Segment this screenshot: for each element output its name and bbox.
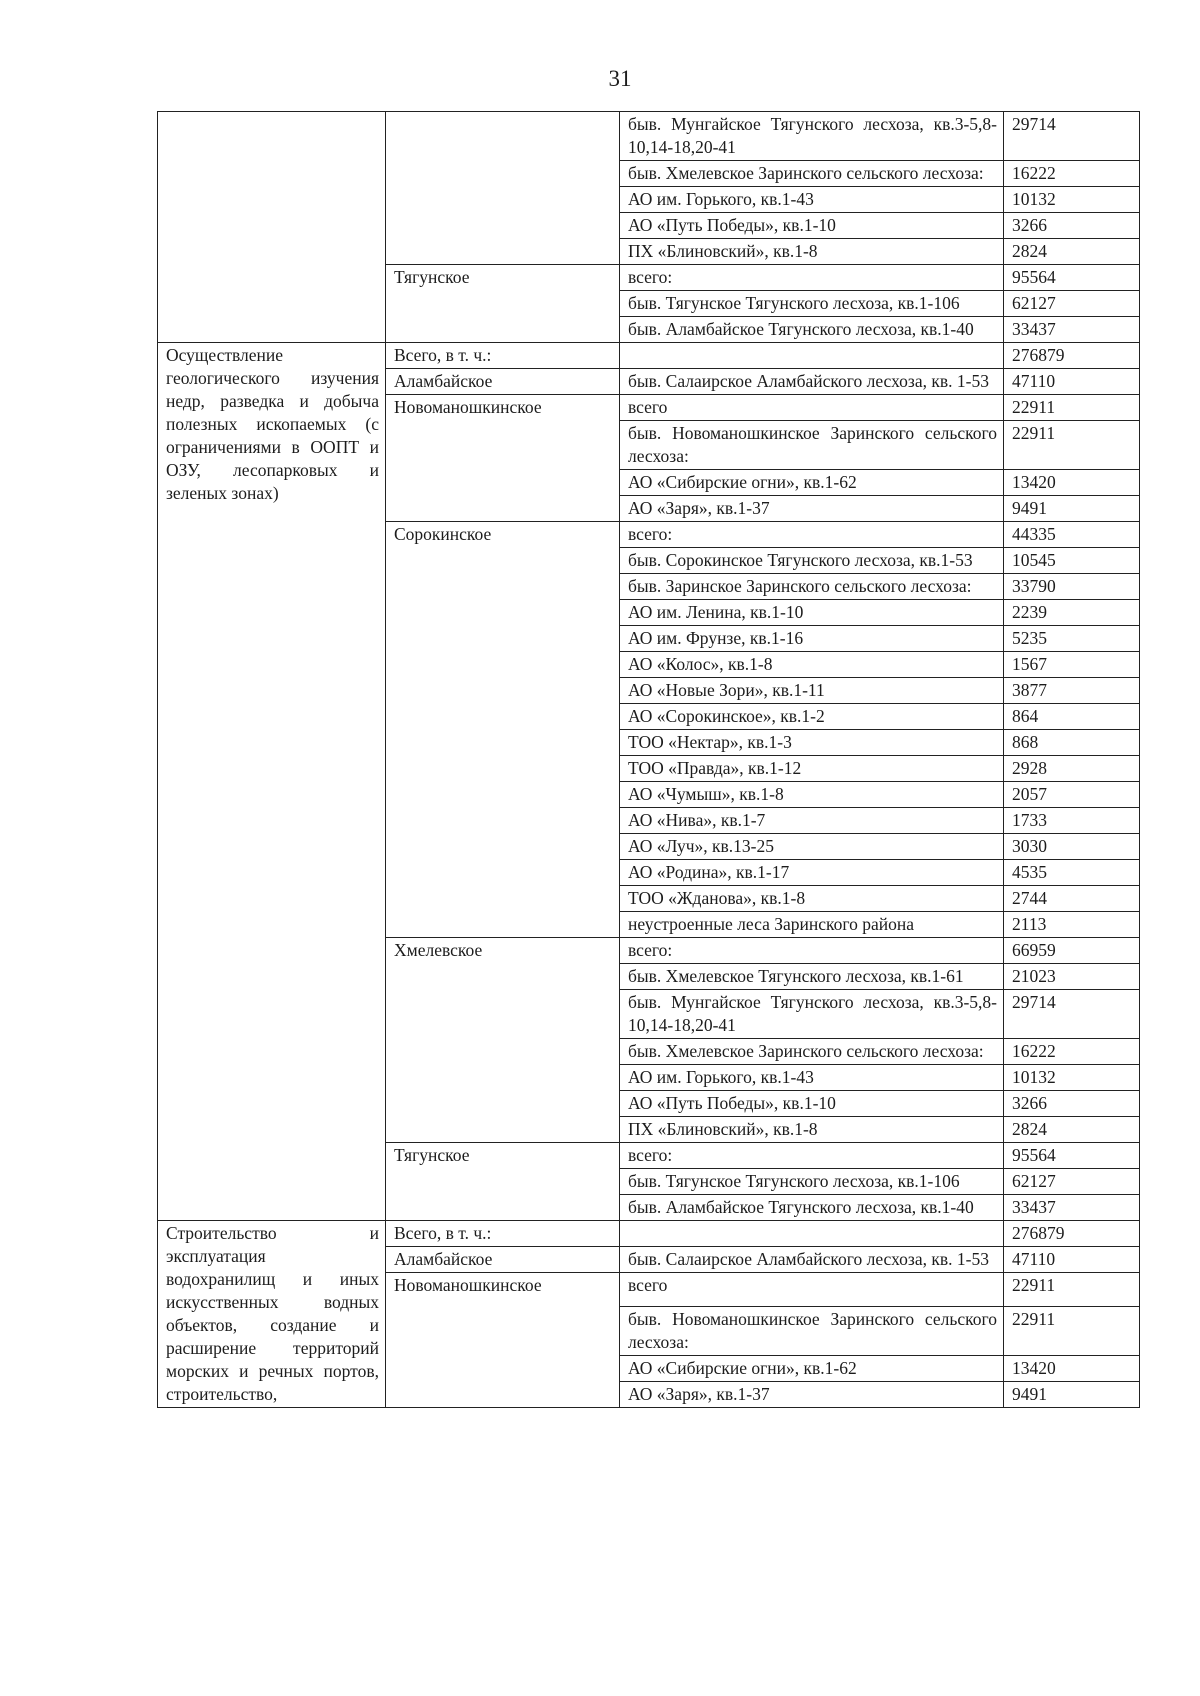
quarters-cell: АО «Сибирские огни», кв.1-62 [620,1356,1004,1382]
quarters-cell: быв. Новоманошкинское Заринского сельского лесхоза: [620,1307,1004,1356]
area-cell: 33437 [1004,1195,1140,1221]
area-cell: 95564 [1004,1143,1140,1169]
area-cell: 3266 [1004,213,1140,239]
quarters-cell: АО «Путь Победы», кв.1-10 [620,1091,1004,1117]
forestry-cell: Всего, в т. ч.: [386,343,620,369]
quarters-cell: всего: [620,1143,1004,1169]
quarters-cell: неустроенные леса Заринского района [620,912,1004,938]
area-cell: 2744 [1004,886,1140,912]
quarters-cell: ТОО «Жданова», кв.1-8 [620,886,1004,912]
area-cell: 2057 [1004,782,1140,808]
quarters-cell: всего [620,395,1004,421]
quarters-cell: АО «Заря», кв.1-37 [620,496,1004,522]
forestry-cell [386,112,620,265]
area-cell: 9491 [1004,1382,1140,1408]
quarters-cell: АО «Родина», кв.1-17 [620,860,1004,886]
quarters-cell: АО им. Горького, кв.1-43 [620,187,1004,213]
area-cell: 1733 [1004,808,1140,834]
quarters-cell: АО «Луч», кв.13-25 [620,834,1004,860]
quarters-cell: АО им. Фрунзе, кв.1-16 [620,626,1004,652]
area-cell: 4535 [1004,860,1140,886]
forestry-cell: Новоманошкинское [386,1273,620,1408]
quarters-cell: быв. Тягунское Тягунского лесхоза, кв.1-106 [620,1169,1004,1195]
area-cell: 47110 [1004,1247,1140,1273]
quarters-cell: ПХ «Блиновский», кв.1-8 [620,1117,1004,1143]
area-cell: 2239 [1004,600,1140,626]
forestry-cell: Хмелевское [386,938,620,1143]
area-cell: 21023 [1004,964,1140,990]
quarters-cell: АО «Нива», кв.1-7 [620,808,1004,834]
quarters-cell: быв. Сорокинское Тягунского лесхоза, кв.1-53 [620,548,1004,574]
quarters-cell: всего: [620,938,1004,964]
forestry-cell: Аламбайское [386,369,620,395]
area-cell: 3030 [1004,834,1140,860]
area-cell: 62127 [1004,1169,1140,1195]
area-cell: 868 [1004,730,1140,756]
area-cell: 13420 [1004,1356,1140,1382]
quarters-cell: быв. Аламбайское Тягунского лесхоза, кв.1-40 [620,317,1004,343]
area-cell: 9491 [1004,496,1140,522]
area-cell: 10132 [1004,187,1140,213]
table-row [158,343,1140,369]
area-cell: 16222 [1004,1039,1140,1065]
area-cell: 22911 [1004,1307,1140,1356]
quarters-cell: АО «Чумыш», кв.1-8 [620,782,1004,808]
forestry-cell: Тягунское [386,265,620,343]
area-cell: 13420 [1004,470,1140,496]
quarters-cell: быв. Аламбайское Тягунского лесхоза, кв.1-40 [620,1195,1004,1221]
quarters-cell: АО «Новые Зори», кв.1-11 [620,678,1004,704]
area-cell: 2824 [1004,1117,1140,1143]
area-cell: 16222 [1004,161,1140,187]
quarters-cell [620,1221,1004,1247]
quarters-cell: всего [620,1273,1004,1307]
quarters-cell: АО «Путь Победы», кв.1-10 [620,213,1004,239]
forestry-cell: Всего, в т. ч.: [386,1221,620,1247]
quarters-cell: АО «Колос», кв.1-8 [620,652,1004,678]
quarters-cell [620,343,1004,369]
table-row [158,112,1140,161]
area-cell: 95564 [1004,265,1140,291]
quarters-cell: всего: [620,265,1004,291]
area-cell: 22911 [1004,421,1140,470]
quarters-cell: быв. Хмелевское Тягунского лесхоза, кв.1-61 [620,964,1004,990]
area-cell: 2824 [1004,239,1140,265]
page-number: 31 [608,66,632,91]
area-cell: 47110 [1004,369,1140,395]
area-cell: 5235 [1004,626,1140,652]
quarters-cell: быв. Мунгайское Тягунского лесхоза, кв.3-5,8-10,14-18,20-41 [620,990,1004,1039]
area-cell: 864 [1004,704,1140,730]
quarters-cell: быв. Салаирское Аламбайского лесхоза, кв. 1-53 [620,1247,1004,1273]
area-cell: 22911 [1004,395,1140,421]
quarters-cell: всего: [620,522,1004,548]
quarters-cell: АО «Сибирские огни», кв.1-62 [620,470,1004,496]
area-cell: 22911 [1004,1273,1140,1307]
area-cell: 44335 [1004,522,1140,548]
quarters-cell: быв. Новоманошкинское Заринского сельского лесхоза: [620,421,1004,470]
quarters-cell: быв. Мунгайское Тягунского лесхоза, кв.3-5,8-10,14-18,20-41 [620,112,1004,161]
area-cell: 1567 [1004,652,1140,678]
quarters-cell: быв. Салаирское Аламбайского лесхоза, кв. 1-53 [620,369,1004,395]
area-cell: 29714 [1004,990,1140,1039]
area-cell: 276879 [1004,1221,1140,1247]
area-cell: 29714 [1004,112,1140,161]
area-cell: 62127 [1004,291,1140,317]
quarters-cell: ПХ «Блиновский», кв.1-8 [620,239,1004,265]
forestry-cell: Аламбайское [386,1247,620,1273]
area-cell: 33790 [1004,574,1140,600]
quarters-cell: быв. Тягунское Тягунского лесхоза, кв.1-106 [620,291,1004,317]
purpose-cell: Осуществление геологического изучения недр, разведка и добыча полезных ископаемых (с ограничениями в ООПТ и ОЗУ, лесопарковых и зеленых зонах) [158,343,386,1221]
purpose-cell [158,112,386,343]
quarters-cell: быв. Хмелевское Заринского сельского лесхоза: [620,161,1004,187]
area-cell: 3266 [1004,1091,1140,1117]
area-cell: 10545 [1004,548,1140,574]
quarters-cell: быв. Хмелевское Заринского сельского лесхоза: [620,1039,1004,1065]
purpose-cell: Строительство и эксплуатация водохранилищ и иных искусственных водных объектов, создание и расширение территорий морских и речных портов, строительство, [158,1221,386,1408]
forestry-cell: Новоманошкинское [386,395,620,522]
table-row [158,1221,1140,1247]
quarters-cell: АО «Сорокинское», кв.1-2 [620,704,1004,730]
quarters-cell: АО им. Горького, кв.1-43 [620,1065,1004,1091]
forestry-table [157,111,1140,1408]
area-cell: 10132 [1004,1065,1140,1091]
area-cell: 3877 [1004,678,1140,704]
quarters-cell: ТОО «Нектар», кв.1-3 [620,730,1004,756]
forestry-cell: Тягунское [386,1143,620,1221]
area-cell: 66959 [1004,938,1140,964]
quarters-cell: АО им. Ленина, кв.1-10 [620,600,1004,626]
area-cell: 2113 [1004,912,1140,938]
quarters-cell: быв. Заринское Заринского сельского лесхоза: [620,574,1004,600]
area-cell: 33437 [1004,317,1140,343]
area-cell: 2928 [1004,756,1140,782]
area-cell: 276879 [1004,343,1140,369]
quarters-cell: АО «Заря», кв.1-37 [620,1382,1004,1408]
forestry-cell: Сорокинское [386,522,620,938]
quarters-cell: ТОО «Правда», кв.1-12 [620,756,1004,782]
